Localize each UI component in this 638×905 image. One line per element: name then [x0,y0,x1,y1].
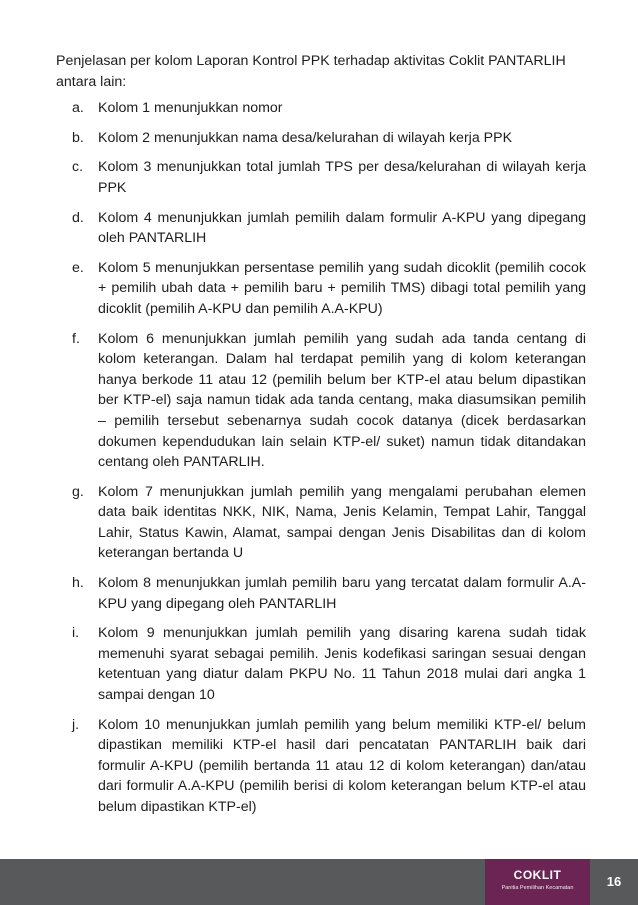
list-marker: e. [72,259,84,276]
list-item-text: Kolom 10 menunjukkan jumlah pemilih yang belum memiliki KTP-el/ belum dipastikan memiliki KTP-el hasil dari pencatatan PANTARLIH baik dari formulir A-KPU (pemilih bertanda 11 atau 12 di kolom keterangan) dan/atau dari formulir A.A-KPU (pemilih berisi di kolom keterangan belum KTP-el atau belum dipastikan KTP-el) [98,716,586,815]
list-item-text: Kolom 2 menunjukkan nama desa/kelurahan di wilayah kerja PPK [98,129,513,146]
list-marker: g. [72,483,84,500]
list-item [56,482,586,564]
list-item-text: Kolom 6 menunjukkan jumlah pemilih yang sudah ada tanda centang di kolom keterangan. Dalam hal terdapat pemilih yang di kolom keterangan hanya berkode 11 atau 12 (pemilih belum ber KTP-el atau belum dipastikan ber KTP-el) saja namun tidak ada tanda centang, maka diasumsikan pemilih – pemilih tersebut sebenarnya sudah cocok datanya (dicek berdasarkan dokumen kependudukan lain selain KTP-el/ suket) namun tidak ditandakan centang oleh PANTARLIH. [98,330,586,471]
list-marker: f. [72,330,80,347]
list-item [56,208,586,249]
list-item [56,715,586,818]
list-item [56,573,586,614]
page-content [56,51,586,827]
column-explanation-list [56,98,586,817]
list-item [56,128,586,149]
intro-paragraph: Penjelasan per kolom Laporan Kontrol PPK terhadap aktivitas Coklit PANTARLIH antara lain: [56,53,566,90]
page-number: 16 [606,874,622,889]
list-marker: a. [72,100,84,117]
list-marker: i. [72,625,80,642]
list-item-text: Kolom 4 menunjukkan jumlah pemilih dalam formulir A-KPU yang dipegang oleh PANTARLIH [98,209,586,247]
list-marker: d. [72,209,84,226]
list-item-text: Kolom 1 menunjukkan nomor [98,100,283,117]
list-item-text: Kolom 9 menunjukkan jumlah pemilih yang disaring karena sudah tidak memenuhi syarat sebagai pemilih. Jenis kodefikasi saringan sesuai dengan ketentuan yang diatur dalam PKPU No. 11 Tahun 2018 mulai dari angka 1 sampai dengan 10 [98,625,586,704]
list-item [56,157,586,198]
list-item [56,329,586,473]
list-marker: c. [72,159,84,176]
list-item-text: Kolom 8 menunjukkan jumlah pemilih baru yang tercatat dalam formulir A.A-KPU yang dipegang oleh PANTARLIH [98,575,586,612]
list-marker: j. [72,716,80,733]
list-item [56,98,586,119]
page-footer [0,859,638,905]
list-marker: b. [72,129,84,146]
list-item-text: Kolom 3 menunjukkan total jumlah TPS per desa/kelurahan di wilayah kerja PPK [98,159,586,196]
list-item [56,258,586,320]
list-item-text: Kolom 7 menunjukkan jumlah pemilih yang mengalami perubahan elemen data baik identitas NKK, NIK, Nama, Jenis Kelamin, Tempat Lahir, Tanggal Lahir, Status Kawin, Alamat, sampai dengan Jenis Disabilitas dan di kolom keterangan bertanda U [98,483,586,562]
list-item-text: Kolom 5 menunjukkan persentase pemilih yang sudah dicoklit (pemilih cocok + pemilih ubah data + pemilih baru + pemilih TMS) dibagi total pemilih yang dicoklit (pemilih A-KPU dan pemilih A.A-KPU) [98,259,586,317]
list-marker: h. [72,575,84,592]
coklit-badge [485,859,590,905]
list-item [56,623,586,705]
badge-title: COKLIT [513,868,562,882]
badge-subtitle: Panitia Pemilihan Kecamatan [501,885,574,891]
